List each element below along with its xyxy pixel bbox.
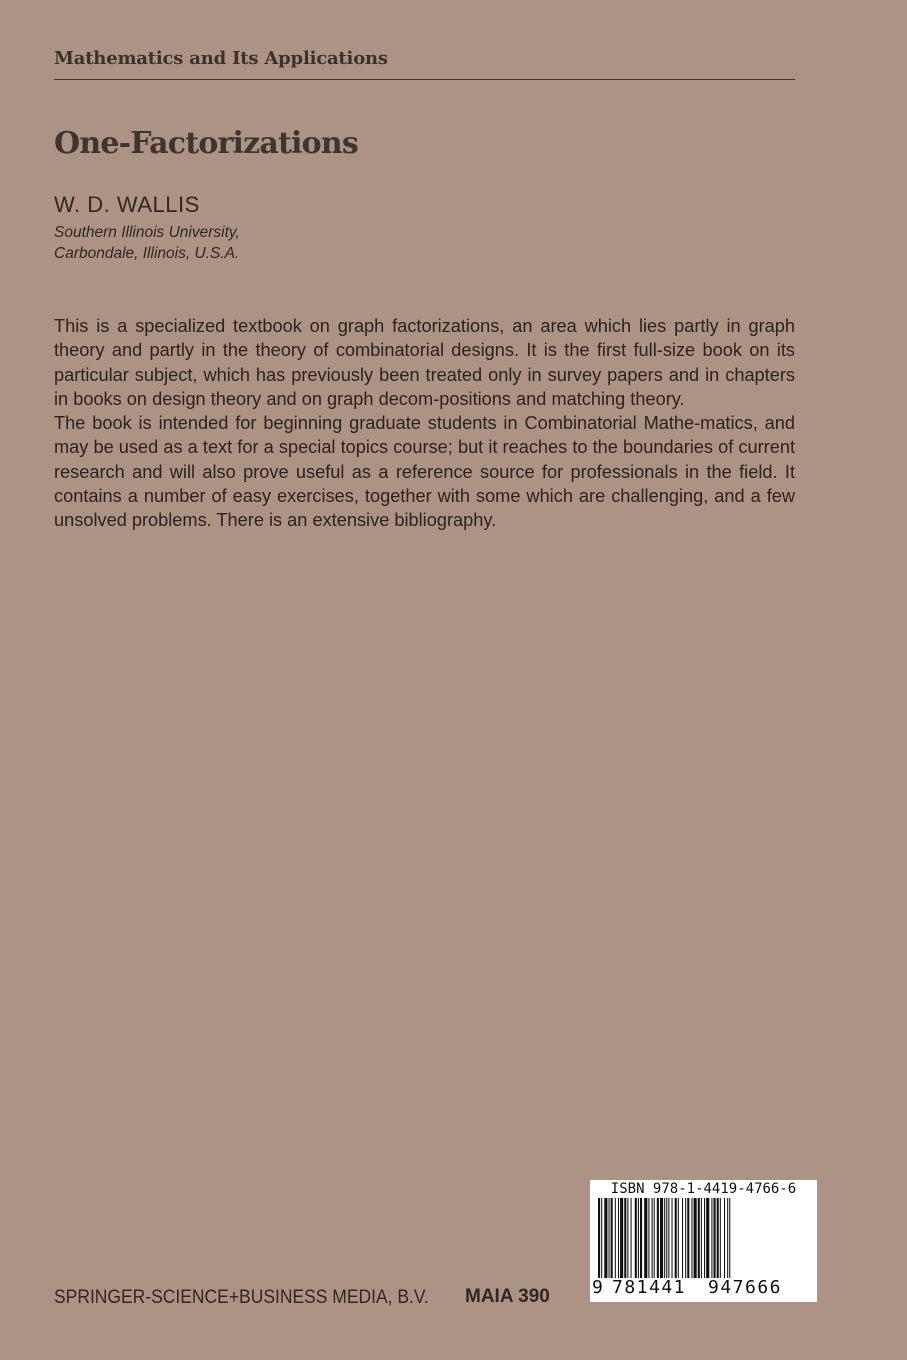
barcode-bar	[652, 1198, 653, 1278]
barcode-bar	[706, 1198, 709, 1278]
isbn-barcode	[590, 1180, 817, 1302]
barcode-bar	[685, 1198, 686, 1278]
barcode-bar	[618, 1198, 619, 1278]
barcode-bar	[644, 1198, 647, 1278]
barcode-bar	[640, 1198, 642, 1278]
series-code: MAIA 390	[465, 1286, 550, 1307]
barcode-bar	[657, 1198, 659, 1278]
barcode-bar	[615, 1198, 616, 1278]
barcode-bar	[627, 1198, 628, 1278]
barcode-digit-first: 9	[592, 1277, 603, 1298]
barcode-bar	[698, 1198, 700, 1278]
barcode-bar	[660, 1198, 663, 1278]
barcode-bar	[711, 1198, 712, 1278]
description-paragraph-2: The book is intended for beginning graduate students in Combinatorial Mathe-matics, and may be used as a text for a special topics course; but it reaches to the boundaries of current research and will also prove useful as a reference source for professionals in the field. It contains a number of easy exercises, together with some which are challenging, and a few unsolved problems. There is an extensive bibliography.	[54, 413, 795, 531]
publisher-name: SPRINGER-SCIENCE+BUSINESS MEDIA, B.V.	[54, 1287, 429, 1308]
barcode-digits-right: 947666	[708, 1277, 783, 1298]
barcode-bar	[720, 1198, 721, 1278]
barcode-bar	[611, 1198, 613, 1278]
book-description	[54, 314, 795, 533]
barcode-bar	[727, 1198, 728, 1278]
barcode-bar	[624, 1198, 626, 1278]
barcode-bar	[666, 1198, 667, 1278]
barcode-bar	[609, 1198, 610, 1278]
barcode-bar	[691, 1198, 692, 1278]
barcode-bar	[638, 1198, 639, 1278]
barcode-bar	[729, 1198, 730, 1278]
barcode-bar	[701, 1198, 702, 1278]
barcode-bar	[694, 1198, 697, 1278]
author-affiliation-line1: Southern Illinois University,	[54, 224, 240, 241]
barcode-bar	[675, 1198, 677, 1278]
barcode-bar	[664, 1198, 665, 1278]
barcode-bar	[704, 1198, 705, 1278]
barcode-bar	[717, 1198, 719, 1278]
isbn-label: ISBN 978-1-4419-4766-6	[610, 1181, 797, 1197]
series-name: Mathematics and Its Applications	[54, 48, 388, 69]
description-paragraph-1: This is a specialized textbook on graph factorizations, an area which lies partly in graph theory and partly in the theory of combinatorial designs. It is the first full-size book on its particular subject, which has previously been treated only in survey papers and in chapters in books on design theory and on graph decom-positions and matching theory.	[54, 316, 795, 409]
barcode-bar	[635, 1198, 637, 1278]
barcode-bar	[654, 1198, 655, 1278]
barcode-bar	[648, 1198, 649, 1278]
header-rule	[54, 79, 795, 80]
barcode-bar	[714, 1198, 716, 1278]
barcode-bar	[724, 1198, 725, 1278]
barcode-bar	[631, 1198, 632, 1278]
barcode-digits-left: 781441	[612, 1277, 687, 1298]
author-name: W. D. WALLIS	[54, 192, 200, 217]
book-title: One-Factorizations	[54, 126, 358, 161]
author-affiliation-line2: Carbondale, Illinois, U.S.A.	[54, 245, 240, 262]
barcode-bar	[604, 1198, 607, 1278]
barcode-bar	[620, 1198, 623, 1278]
barcode-bar	[682, 1198, 683, 1278]
barcode-bar	[678, 1198, 679, 1278]
barcode-bar	[687, 1198, 689, 1278]
